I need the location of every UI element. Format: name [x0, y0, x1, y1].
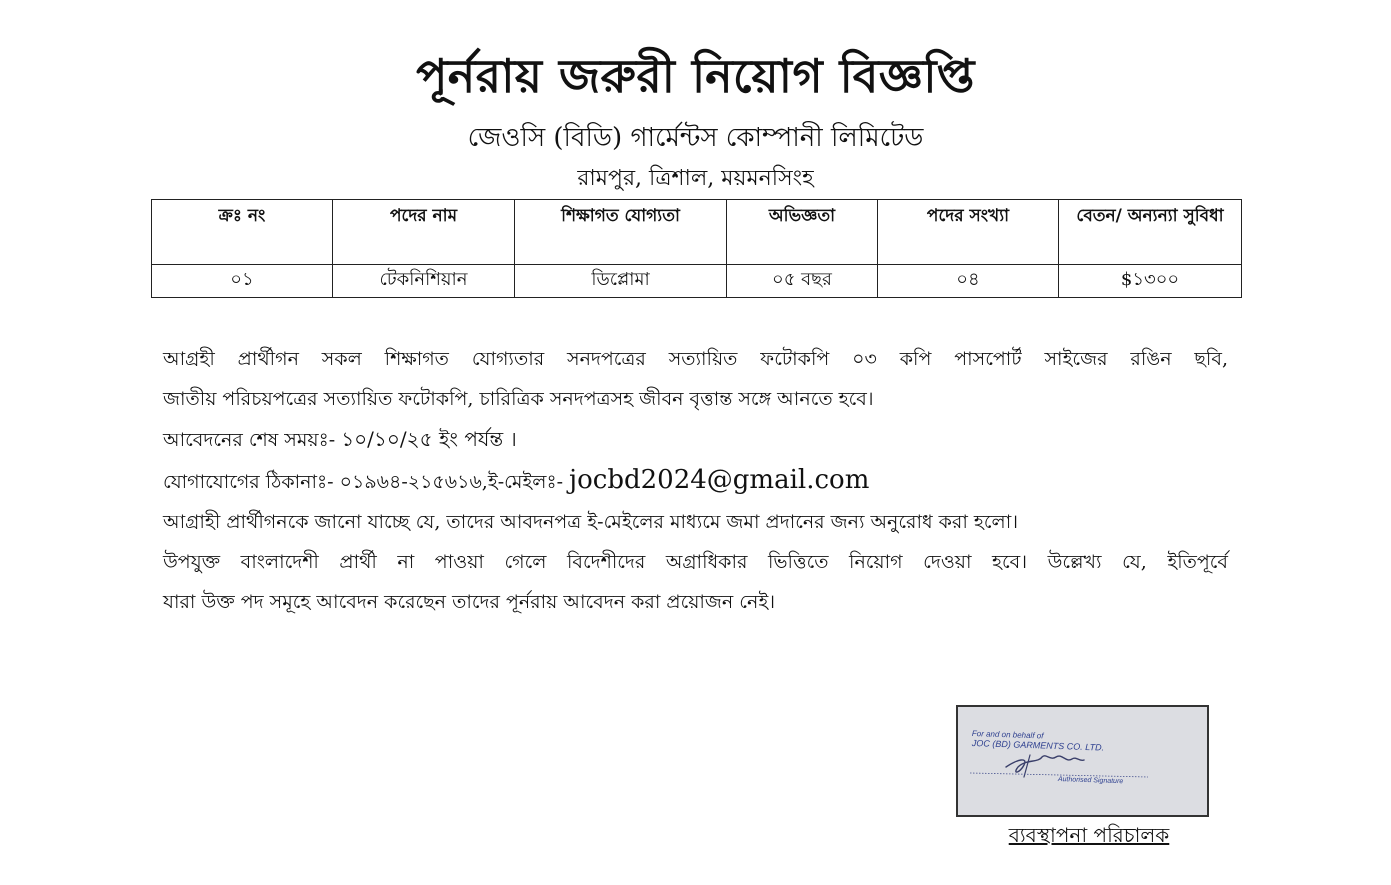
cell-post-name: টেকনিশিয়ান — [333, 265, 515, 298]
email-label: ই-মেইলঃ- — [487, 471, 563, 493]
deadline-label: আবেদনের শেষ সময়ঃ- — [163, 429, 336, 451]
cell-experience: ০৫ বছর — [727, 265, 878, 298]
email-instruction: আগ্রাহী প্রার্থীগনকে জানো যাচ্ছে যে, তাদের আবদনপত্র ই-মেইলের মাধ্যমে জমা প্রদানের জন্য অনুরোধ করা হলো। — [163, 511, 1019, 533]
deadline-line — [163, 419, 1228, 460]
requirements-line-1: আগ্রহী প্রার্থীগন সকল শিক্ষাগত যোগ্যতার সনদপত্রের সত্যায়িত ফটোকপি ০৩ কপি পাসপোর্ট সাইজের রঙিন ছবি, — [163, 348, 1228, 370]
header-vacancies: পদের সংখ্যা — [878, 200, 1059, 265]
requirements-line-2: জাতীয় পরিচয়পত্রের সত্যায়িত ফটোকপি, চারিত্রিক সনদপত্রসহ জীবন বৃত্তান্ত সঙ্গে আনতে হবে। — [163, 388, 874, 410]
stamp-on-behalf-text: For and on behalf of — [971, 729, 1044, 741]
preference-line-1: উপযুক্ত বাংলাদেশী প্রার্থী না পাওয়া গেলে বিদেশীদের অগ্রাধিকার ভিত্তিতে নিয়োগ দেওয়া হবে। উল্লেখ্য যে, ইতিপূর্বে — [163, 551, 1228, 573]
cell-vacancies: ০৪ — [878, 265, 1059, 298]
preference-line-2: যারা উক্ত পদ সমূহে আবেদন করেছেন তাদের পূর্নরায় আবেদন করা প্রয়োজন নেই। — [163, 591, 776, 613]
signatory-title: ব্যবস্থাপনা পরিচালক — [1008, 823, 1170, 847]
contact-email: jocbd2024@gmail.com — [569, 465, 870, 495]
table-row — [152, 265, 1242, 298]
contact-label: যোগাযোগের ঠিকানাঃ- — [163, 471, 334, 493]
deadline-value: ১০/১০/২৫ ইং পর্যন্ত । — [341, 427, 517, 451]
cell-salary: $১৩০০ — [1059, 265, 1242, 298]
header-post-name: পদের নাম — [333, 200, 515, 265]
cell-education: ডিপ্লোমা — [515, 265, 727, 298]
company-address: রামপুর, ত্রিশাল, ময়মনসিংহ — [577, 166, 814, 191]
stamp-company-text: JOC (BD) GARMENTS CO. LTD. — [971, 738, 1105, 753]
stamp-authorised-text: Authorised Signature — [1057, 776, 1124, 786]
company-name: জেওসি (বিডি) গার্মেন্টস কোম্পানী লিমিটেড — [467, 123, 924, 153]
header-salary-benefits: বেতন/ অন্যন্যা সুবিধা — [1059, 200, 1242, 265]
handwritten-signature-icon — [958, 707, 1209, 817]
header-education: শিক্ষাগত যোগ্যতা — [515, 200, 727, 265]
header-experience: অভিজ্ঞতা — [727, 200, 878, 265]
header-serial-no: ক্রঃ নং — [152, 200, 333, 265]
job-table — [151, 199, 1242, 298]
contact-phone: ০১৯৬৪-২১৫৬১৬, — [339, 471, 488, 493]
contact-line — [163, 460, 1228, 502]
notice-title: পূর্নরায় জরুরী নিয়োগ বিজ্ঞপ্তি — [416, 49, 975, 103]
cell-serial-no: ০১ — [152, 265, 333, 298]
notice-body — [163, 339, 1228, 622]
table-header-row — [152, 200, 1242, 265]
signature-stamp — [956, 705, 1209, 817]
